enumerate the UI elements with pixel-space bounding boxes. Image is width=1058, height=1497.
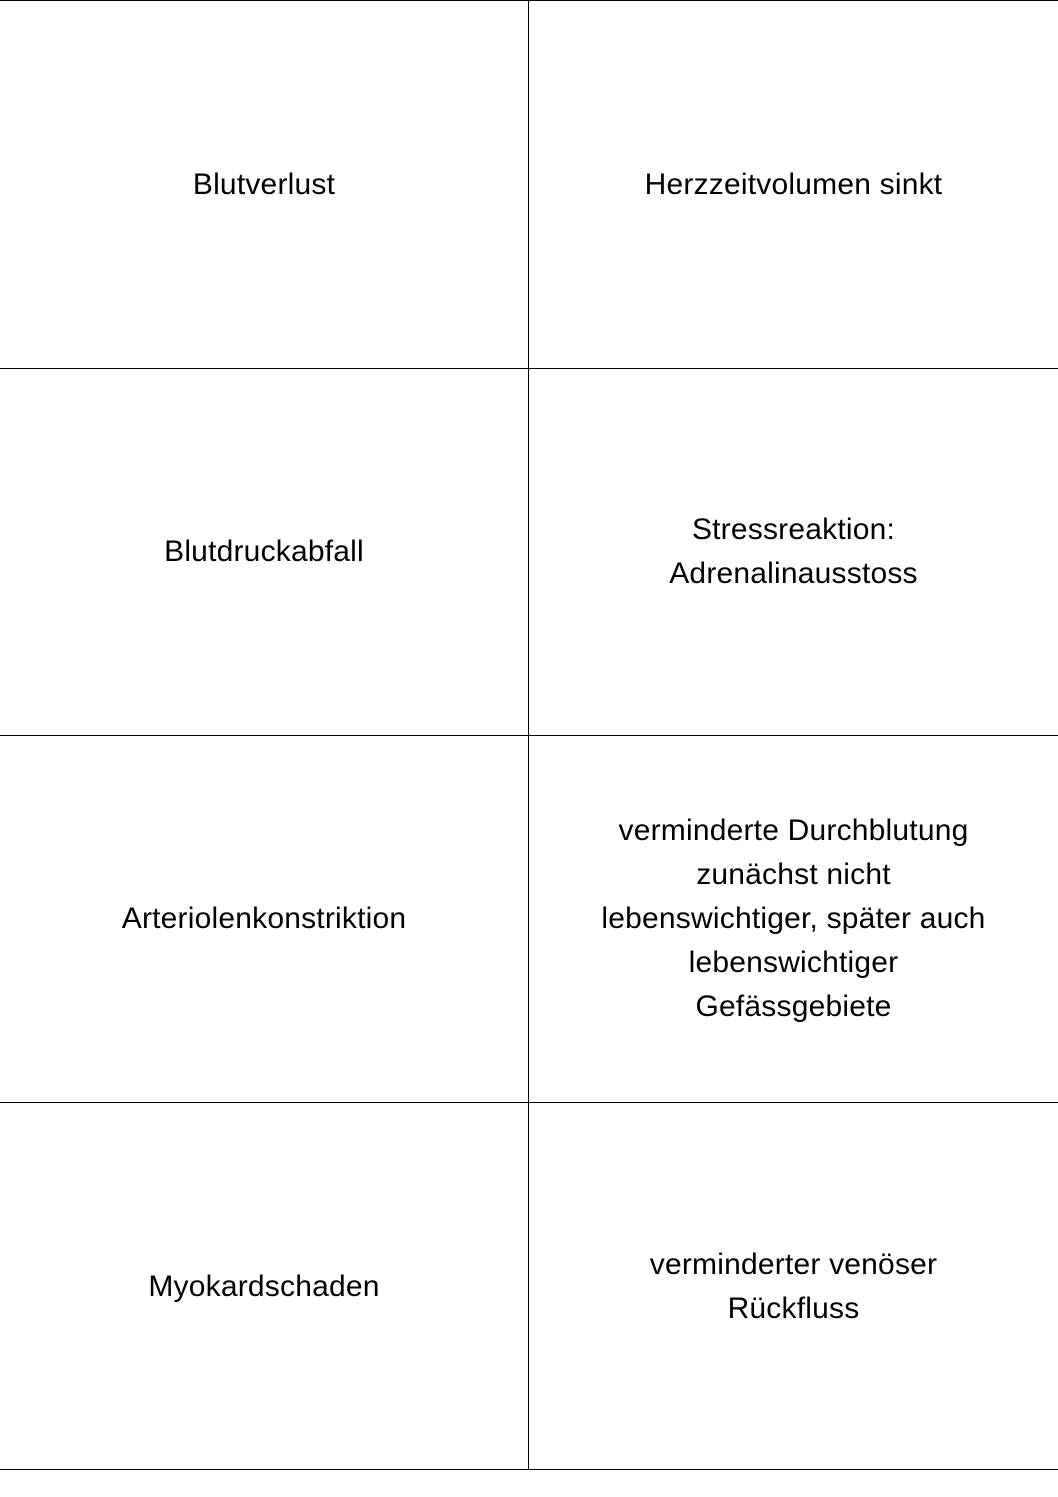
card-description-text: verminderter venöser Rückfluss xyxy=(649,1247,938,1325)
card-term xyxy=(0,369,529,735)
card-term-text: Blutdruckabfall xyxy=(164,535,364,568)
card-row xyxy=(0,1,1058,368)
card-row xyxy=(0,1102,1058,1470)
card-term-text: Myokardschaden xyxy=(148,1269,380,1303)
card-description xyxy=(529,1103,1058,1470)
card-description xyxy=(529,1,1058,368)
card-term xyxy=(0,1103,529,1470)
card-row xyxy=(0,735,1058,1102)
card-term-text: Blutverlust xyxy=(192,167,336,201)
card-description-text: Herzzeitvolumen sinkt xyxy=(644,167,943,201)
card-description xyxy=(529,369,1058,735)
card-term xyxy=(0,736,529,1102)
card-term xyxy=(0,1,529,368)
card-description-text: Stressreaktion: Adrenalinausstoss xyxy=(669,513,918,590)
card-row xyxy=(0,368,1058,735)
card-term-text: Arteriolenkonstriktion xyxy=(121,902,407,935)
card-description xyxy=(529,736,1058,1102)
card-description-text: verminderte Durchblutung zunächst nicht lebenswichtiger, später auch lebenswichtiger Gefässgebiete xyxy=(601,814,986,1023)
